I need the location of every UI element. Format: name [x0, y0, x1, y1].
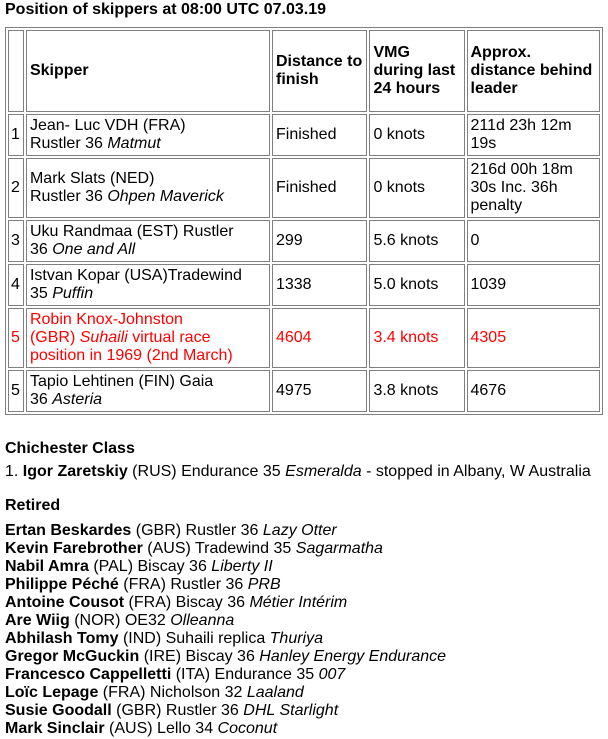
retired-name: Loïc Lepage — [5, 684, 99, 701]
retired-name: Are Wiig — [5, 612, 70, 629]
chichester-heading: Chichester Class — [5, 440, 135, 457]
retired-boat: Métier Intérim — [249, 594, 348, 611]
row-skipper — [26, 114, 270, 156]
row-behind: 4305 — [467, 308, 601, 368]
list-item — [5, 612, 446, 630]
list-item — [5, 648, 446, 666]
header-skipper: Skipper — [26, 30, 270, 112]
retired-boat: Sagarmatha — [295, 540, 383, 557]
row-behind: 211d 23h 12m 19s — [467, 114, 601, 156]
table-row — [8, 158, 600, 218]
retired-info: (PAL) Biscay 36 — [88, 558, 212, 575]
skipper-name: Jean- Luc VDH (FRA) — [29, 117, 186, 134]
retired-info: (GBR) Rustler 36 — [131, 522, 263, 539]
list-item — [5, 522, 446, 540]
retired-info: (IND) Suhaili replica — [118, 630, 270, 647]
retired-name: Abhilash Tomy — [5, 630, 119, 647]
row-distance: 1338 — [272, 264, 367, 306]
retired-boat: Olleanna — [170, 612, 235, 629]
table-row-highlight — [8, 308, 600, 368]
retired-name: Nabil Amra — [5, 558, 89, 575]
header-num — [8, 30, 24, 112]
chichester-num: 1. — [5, 463, 23, 480]
chichester-info: (RUS) Endurance 35 — [127, 463, 286, 480]
row-behind: 1039 — [467, 264, 601, 306]
retired-boat: Coconut — [217, 720, 278, 737]
retired-heading: Retired — [5, 497, 61, 514]
boat-class: Rustler 36 — [29, 188, 108, 205]
header-vmg: VMG during last 24 hours — [369, 30, 464, 112]
boat-note: virtual race position in 1969 (2nd March) — [29, 329, 233, 364]
retired-boat: PRB — [247, 576, 281, 593]
list-item — [5, 720, 446, 738]
row-num: 5 — [8, 308, 24, 368]
chichester-entry — [5, 463, 591, 481]
page-title: Position of skippers at 08:00 UTC 07.03.19 — [5, 1, 327, 18]
retired-boat: Thuriya — [269, 630, 324, 647]
row-vmg: 0 knots — [369, 158, 464, 218]
boat-name: Puffin — [52, 285, 94, 302]
table-row — [8, 370, 600, 412]
boat-class: (GBR) — [29, 329, 80, 346]
row-skipper — [26, 264, 270, 306]
list-item — [5, 684, 446, 702]
row-distance: Finished — [272, 114, 367, 156]
skipper-name: Tapio Lehtinen (FIN) Gaia — [29, 373, 214, 390]
retired-info: (AUS) Lello 34 — [104, 720, 218, 737]
skipper-name: Robin Knox-Johnston — [29, 311, 183, 328]
boat-name: Ohpen Maverick — [107, 188, 224, 205]
chichester-status: - stopped in Albany, W Australia — [361, 463, 591, 480]
retired-name: Francesco Cappelletti — [5, 666, 172, 683]
retired-boat: DHL Starlight — [243, 702, 339, 719]
boat-class: 36 — [29, 241, 53, 258]
row-num: 5 — [8, 370, 24, 412]
retired-name: Gregor McGuckin — [5, 648, 140, 665]
list-item — [5, 666, 446, 684]
retired-name: Philippe Péché — [5, 576, 119, 593]
header-distance: Distance to finish — [272, 30, 367, 112]
list-item — [5, 594, 446, 612]
retired-boat: Hanley Energy Endurance — [259, 648, 447, 665]
header-behind: Approx. distance behind leader — [467, 30, 601, 112]
chichester-name: Igor Zaretskiy — [22, 463, 128, 480]
standings-table — [5, 27, 603, 415]
skipper-name: Istvan Kopar (USA)Tradewind — [29, 267, 242, 284]
row-behind: 4676 — [467, 370, 601, 412]
row-num: 4 — [8, 264, 24, 306]
list-item — [5, 702, 446, 720]
row-distance: 299 — [272, 220, 367, 262]
retired-boat: 007 — [318, 666, 346, 683]
boat-name: One and All — [52, 241, 136, 258]
row-vmg: 3.8 knots — [369, 370, 464, 412]
retired-name: Mark Sinclair — [5, 720, 105, 737]
retired-info: (IRE) Biscay 36 — [139, 648, 260, 665]
retired-info: (AUS) Tradewind 35 — [142, 540, 296, 557]
boat-class: 36 — [29, 391, 53, 408]
list-item — [5, 540, 446, 558]
row-num: 1 — [8, 114, 24, 156]
row-distance: 4604 — [272, 308, 367, 368]
boat-name: Asteria — [52, 391, 103, 408]
table-row — [8, 114, 600, 156]
boat-class: 35 — [29, 285, 53, 302]
retired-name: Ertan Beskardes — [5, 522, 132, 539]
table-row — [8, 264, 600, 306]
table-header-row — [8, 30, 600, 112]
retired-list — [5, 522, 446, 738]
row-vmg: 0 knots — [369, 114, 464, 156]
retired-boat: Laaland — [246, 684, 304, 701]
boat-class: Rustler 36 — [29, 135, 108, 152]
retired-info: (FRA) Biscay 36 — [124, 594, 250, 611]
row-vmg: 3.4 knots — [369, 308, 464, 368]
list-item — [5, 576, 446, 594]
retired-info: (GBR) Rustler 36 — [111, 702, 244, 719]
row-skipper — [26, 308, 270, 368]
retired-info: (NOR) OE32 — [69, 612, 171, 629]
list-item — [5, 630, 446, 648]
row-skipper — [26, 220, 270, 262]
row-num: 2 — [8, 158, 24, 218]
row-behind: 216d 00h 18m 30s Inc. 36h penalty — [467, 158, 601, 218]
row-distance: Finished — [272, 158, 367, 218]
list-item — [5, 558, 446, 576]
retired-name: Antoine Cousot — [5, 594, 125, 611]
row-vmg: 5.6 knots — [369, 220, 464, 262]
retired-boat: Liberty II — [211, 558, 273, 575]
row-skipper — [26, 370, 270, 412]
row-skipper — [26, 158, 270, 218]
retired-info: (ITA) Endurance 35 — [171, 666, 319, 683]
skipper-name: Uku Randmaa (EST) Rustler — [29, 223, 234, 240]
boat-name: Matmut — [107, 135, 161, 152]
boat-name: Suhaili — [79, 329, 128, 346]
retired-info: (FRA) Nicholson 32 — [98, 684, 247, 701]
row-num: 3 — [8, 220, 24, 262]
retired-name: Susie Goodall — [5, 702, 112, 719]
retired-boat: Lazy Otter — [262, 522, 337, 539]
chichester-boat: Esmeralda — [285, 463, 362, 480]
retired-name: Kevin Farebrother — [5, 540, 143, 557]
table-row — [8, 220, 600, 262]
retired-info: (FRA) Rustler 36 — [118, 576, 248, 593]
row-distance: 4975 — [272, 370, 367, 412]
row-behind: 0 — [467, 220, 601, 262]
skipper-name: Mark Slats (NED) — [29, 170, 155, 187]
row-vmg: 5.0 knots — [369, 264, 464, 306]
